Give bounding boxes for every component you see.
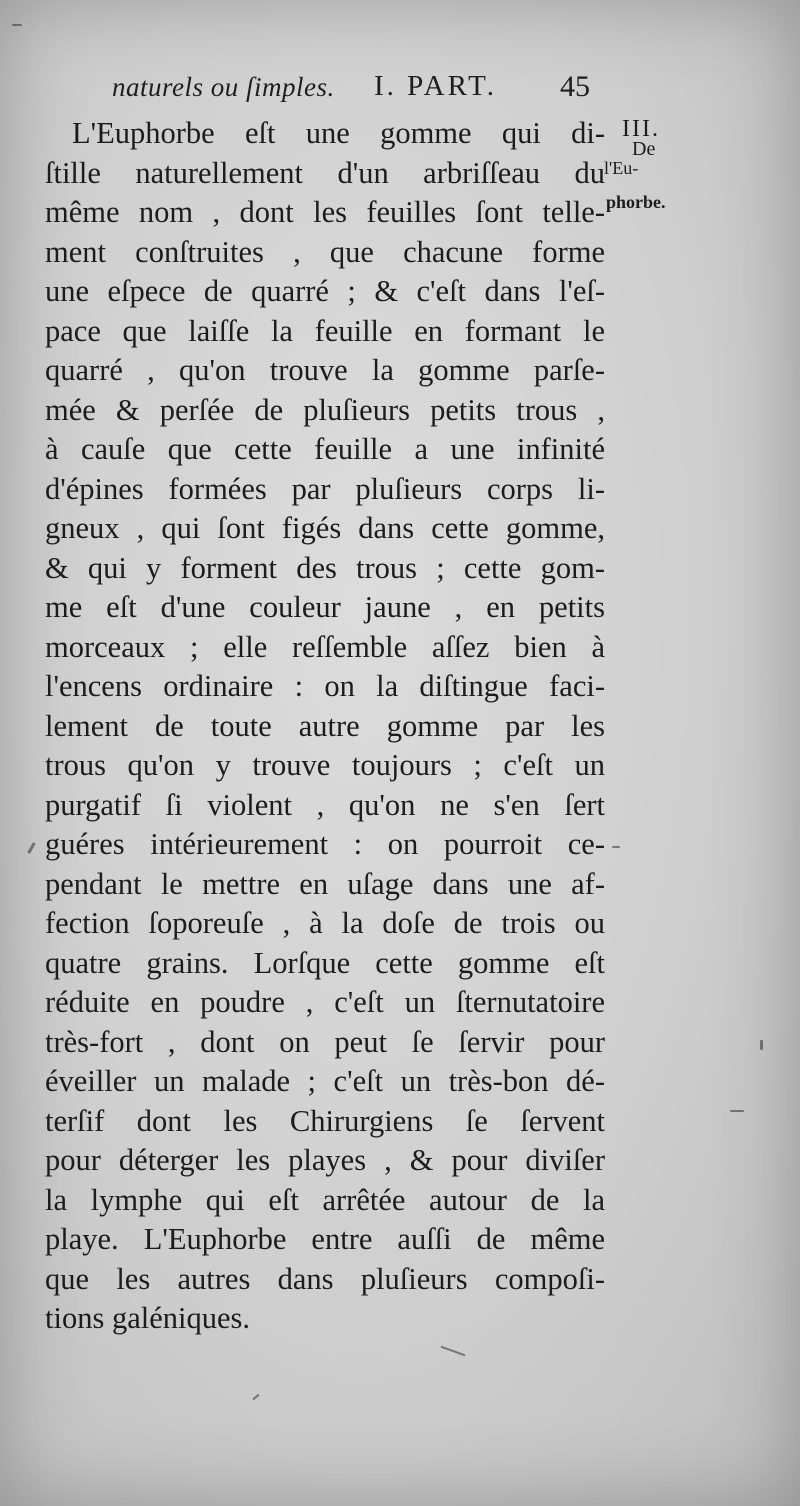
text-line: pendant le mettre en uſage dans une af- xyxy=(45,866,605,901)
text-line: morceaux ; elle reſſemble aſſez bien à xyxy=(45,629,605,664)
text-line: fection ſoporeuſe , à la doſe de trois ou xyxy=(45,906,605,940)
text-line: très-fort , dont on peut ſe ſervir pour xyxy=(45,1024,605,1059)
margin-note-line: phorbe. xyxy=(606,192,666,212)
text-line: trous qu'on y trouve toujours ; c'eſt un xyxy=(45,748,605,782)
text-line: lement de toute autre gomme par les xyxy=(45,708,605,743)
text-line: me eſt d'une couleur jaune , en petits xyxy=(45,590,605,624)
page-number: 45 xyxy=(560,70,590,103)
text-line: d'épines formées par pluſieurs corps li- xyxy=(45,471,605,506)
text-line: à cauſe que cette feuille a une infinité xyxy=(45,432,605,466)
text-line: playe. L'Euphorbe entre auſſi de même xyxy=(45,1222,605,1256)
margin-note-line: l'Eu- xyxy=(604,158,639,178)
text-line: & qui y forment des trous ; cette gom- xyxy=(45,550,605,585)
text-line: tions galéniques. xyxy=(45,1301,250,1335)
page-header xyxy=(112,66,602,116)
text-line: pour déterger les playes , & pour diviſer xyxy=(45,1143,605,1177)
text-line: ment conſtruites , que chacune forme xyxy=(45,234,605,269)
text-line: gneux , qui ſont figés dans cette gomme, xyxy=(45,511,605,545)
running-title: naturels ou ſimples. xyxy=(112,72,335,102)
body-text xyxy=(45,114,605,1339)
text-line: terſif dont les Chirurgiens ſe ſervent xyxy=(45,1103,605,1138)
part-label: I. PART. xyxy=(374,70,497,102)
text-line: quarré , qu'on trouve la gomme parſe- xyxy=(45,353,605,387)
text-line: quatre grains. Lorſque cette gomme eſt xyxy=(45,945,605,980)
text-line: une eſpece de quarré ; & c'eſt dans l'eſ- xyxy=(45,274,605,308)
text-line: purgatif ſi violent , qu'on ne s'en ſert xyxy=(45,787,605,822)
text-line: que les autres dans pluſieurs compoſi- xyxy=(45,1261,605,1296)
margin-note-line: De xyxy=(632,138,656,160)
margin-note-number: III. xyxy=(622,116,660,142)
text-line: pace que laiſſe la feuille en formant le xyxy=(45,313,605,348)
text-line: même nom , dont les feuilles ſont telle- xyxy=(45,195,605,229)
text-line: l'encens ordinaire : on la diſtingue faci- xyxy=(45,669,605,703)
text-line: réduite en poudre , c'eſt un ſternutatoire xyxy=(45,985,605,1019)
text-line: mée & perſée de pluſieurs petits trous , xyxy=(45,392,605,427)
text-line: guéres intérieurement : on pourroit ce- xyxy=(45,827,605,861)
text-line: éveiller un malade ; c'eſt un très-bon dé- xyxy=(45,1064,605,1098)
text-line: L'Euphorbe eſt une gomme qui di- xyxy=(72,116,605,150)
text-line: la lymphe qui eſt arrêtée autour de la xyxy=(45,1182,605,1217)
text-line: ſtille naturellement d'un arbriſſeau du xyxy=(45,155,605,190)
